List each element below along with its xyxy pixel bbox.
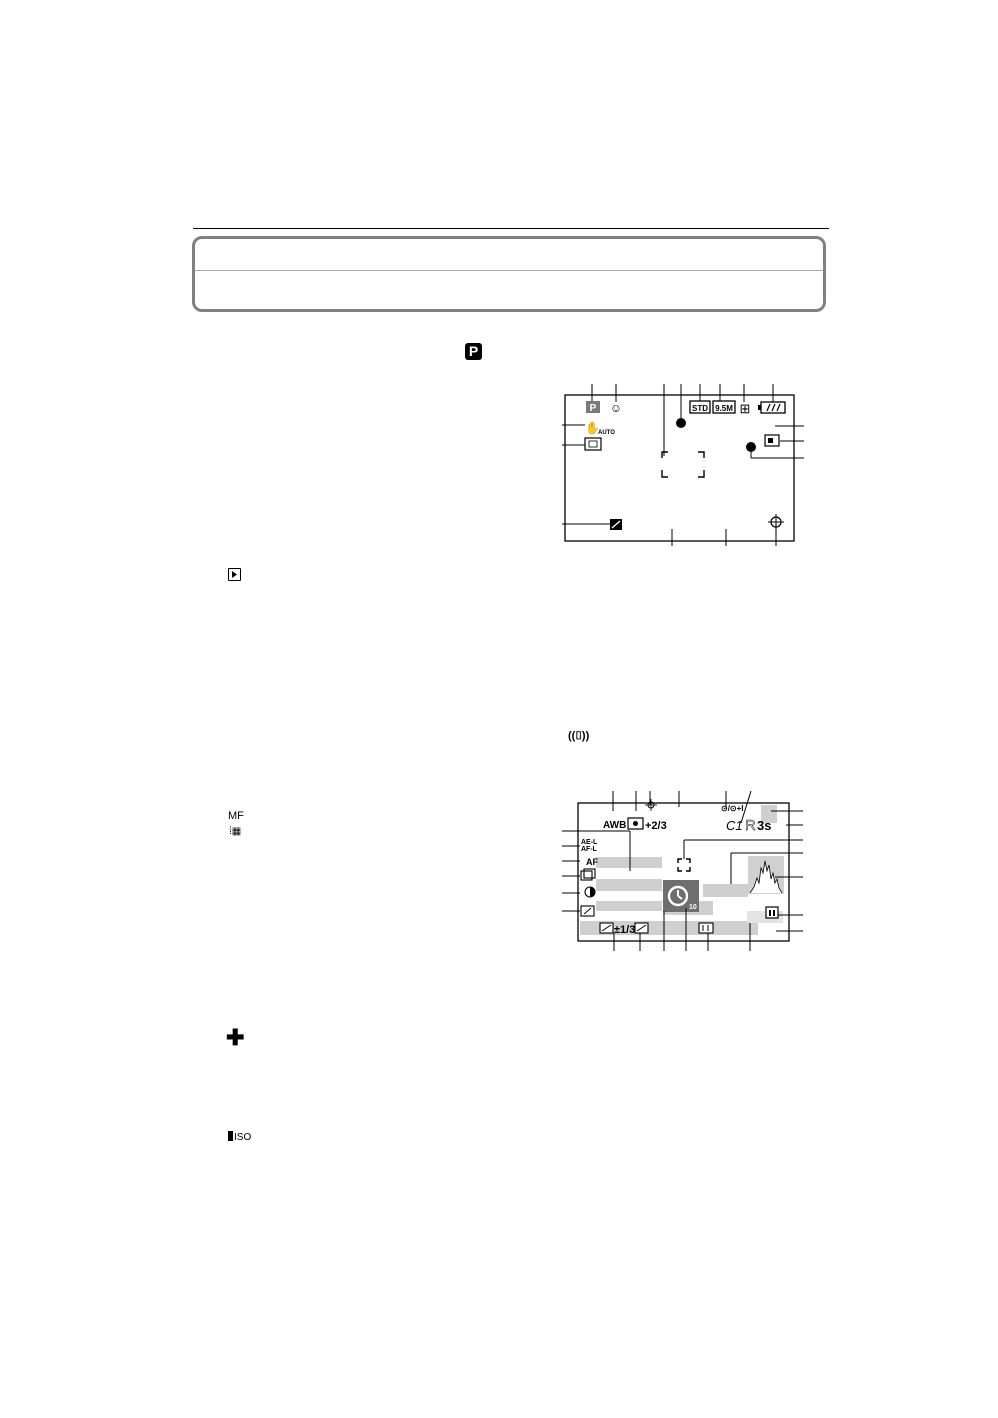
self-timer-icon	[663, 880, 699, 912]
program-mode-badge: P	[465, 343, 482, 360]
top-rule	[193, 228, 829, 229]
af-area-icon: ⁞▦	[229, 826, 242, 837]
awb-icon: AWB	[603, 820, 627, 831]
svg-text:P: P	[589, 403, 597, 414]
exposure-icon	[610, 519, 622, 530]
sun-icon	[645, 799, 657, 811]
svg-text:10: 10	[689, 904, 697, 911]
lcd-diagram-detailed	[558, 783, 810, 958]
plus-icon: ✚	[226, 1025, 245, 1050]
grid-icon: ⊞	[739, 401, 751, 416]
resolution-icon	[713, 401, 735, 413]
flash-ev-icon	[581, 906, 594, 916]
svg-text:9.5M: 9.5M	[715, 404, 733, 413]
ratio-icon	[699, 923, 713, 933]
stabilizer-icon: ((⌷))	[568, 730, 590, 742]
svg-text:±1/3: ±1/3	[614, 924, 636, 936]
playback-arrow-icon	[228, 568, 241, 581]
svg-text:AUTO: AUTO	[598, 430, 615, 436]
flash-off-icon	[585, 438, 601, 450]
compass-icon	[768, 514, 784, 530]
svg-text:✋: ✋	[585, 421, 600, 435]
af-dot-icon	[676, 418, 686, 428]
lcd-frame	[565, 395, 794, 541]
af-frame-icon	[662, 452, 704, 477]
histogram-icon	[748, 856, 784, 894]
recording-mode-icon: ⊙/⊙+I	[721, 804, 744, 813]
iso-icon	[228, 1131, 251, 1143]
metering-icon	[628, 818, 643, 829]
ae-lock-icon: AE-L	[581, 839, 598, 846]
section-header-box	[192, 236, 826, 312]
callout-lines-bottom	[672, 529, 776, 546]
focus-point-icon	[678, 859, 690, 871]
svg-text:STD: STD	[692, 404, 708, 413]
battery-icon	[758, 402, 785, 413]
std-quality-icon	[690, 401, 710, 413]
manual-focus-label: MF	[228, 810, 244, 822]
af-lock-icon: AF-L	[581, 846, 597, 853]
p-mode-icon	[586, 401, 600, 414]
raw-label: R	[745, 817, 756, 834]
wb-adjust-label: +2/3	[645, 820, 667, 832]
stabilizer-auto-icon	[585, 421, 615, 436]
custom-set-label: C1	[726, 818, 743, 833]
contrast-icon	[585, 887, 595, 897]
af-mode-icon: AF	[586, 857, 598, 867]
iso-label: ISO	[234, 1132, 252, 1143]
bracket-icon	[635, 923, 648, 933]
card-icon	[765, 435, 779, 446]
shots-label: 3s	[757, 818, 772, 833]
lcd-diagram-recording	[548, 374, 810, 552]
card-icon-2	[766, 907, 778, 918]
rec-dot-icon	[746, 442, 756, 452]
section-header-divider	[195, 270, 823, 271]
face-icon: ☺	[609, 401, 623, 415]
burst-icon	[581, 869, 595, 880]
